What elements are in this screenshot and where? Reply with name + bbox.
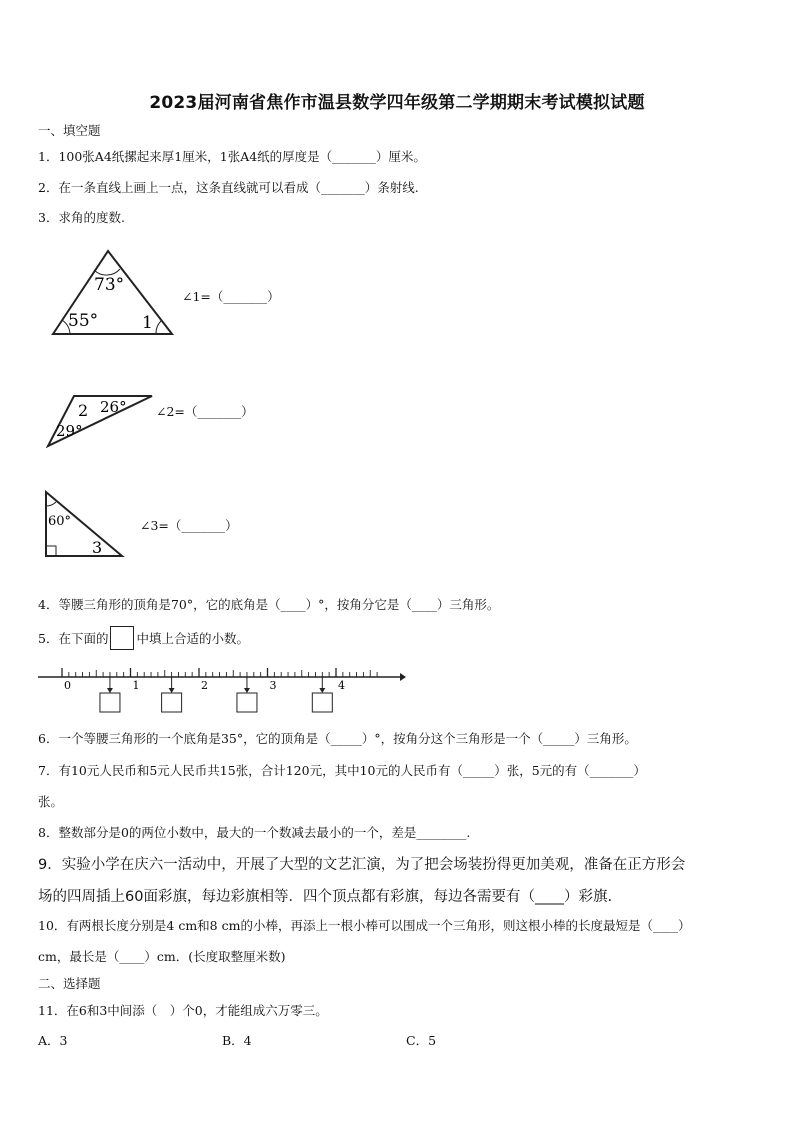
number-line-answer-box[interactable]	[237, 693, 257, 712]
number-line-labels	[64, 679, 345, 692]
answer-angle-3: ∠3=（_______）	[140, 518, 238, 533]
number-line-answer-box[interactable]	[100, 693, 120, 712]
triangle1-unknown-angle: 1	[142, 313, 153, 333]
number-line	[36, 660, 406, 716]
number-line-label: 4	[338, 679, 345, 692]
answer-angle-1: ∠1=（_______）	[182, 289, 280, 304]
number-line-arrow	[400, 673, 406, 681]
number-line-ticks	[62, 668, 377, 677]
question-9-line1: 9．实验小学在庆六一活动中，开展了大型的文艺汇演，为了把会场装扮得更加美观，准备在正方形会	[38, 857, 686, 873]
option-c[interactable]: C．5	[406, 1033, 437, 1048]
question-10-line2: cm，最长是（____）cm．(长度取整厘米数)	[38, 949, 286, 964]
triangle-figure-3	[40, 488, 128, 560]
triangle-figure-2	[44, 390, 156, 450]
number-line-answer-box[interactable]	[162, 693, 182, 712]
question-1: 1．100张A4纸摞起来厚1厘米，1张A4纸的厚度是（_______）厘米。	[38, 149, 426, 164]
triangle3-unknown-angle: 3	[92, 538, 103, 557]
question-11: 11．在6和3中间添（ ）个0，才能组成六万零三。	[38, 1003, 328, 1018]
number-line-label: 1	[132, 679, 140, 692]
question-5-prefix: 5．在下面的	[38, 631, 109, 646]
number-line-label: 2	[201, 679, 208, 692]
triangle1-top-angle: 73°	[94, 275, 125, 295]
question-8: 8．整数部分是0的两位小数中，最大的一个数减去最小的一个，差是________.	[38, 825, 471, 840]
option-a[interactable]: A．3	[38, 1033, 68, 1048]
question-10-line1: 10．有两根长度分别是4 cm和8 cm的小棒，再添上一根小棒可以围成一个三角形，则这根小棒的长度最短是（____）	[38, 918, 691, 933]
number-line-pointer-arrow	[107, 688, 113, 693]
number-line-answer-box[interactable]	[312, 693, 332, 712]
triangle2-angle-a: 26°	[100, 398, 127, 416]
question-2: 2．在一条直线上画上一点，这条直线就可以看成（_______）条射线.	[38, 180, 419, 195]
number-line-pointer-arrow	[244, 688, 250, 693]
question-4: 4．等腰三角形的顶角是70°，它的底角是（____）°，按角分它是（____）三角形。	[38, 597, 500, 612]
question-5	[38, 626, 249, 650]
question-3: 3．求角的度数.	[38, 210, 125, 225]
question-6: 6．一个等腰三角形的一个底角是35°，它的顶角是（_____）°，按角分这个三角形是一个（_____）三角形。	[38, 731, 637, 746]
number-line-pointer-arrow	[319, 688, 325, 693]
question-9-line2: 场的四周插上60面彩旗，每边彩旗相等．四个顶点都有彩旗，每边各需要有（____）彩旗.	[38, 889, 613, 905]
section-heading-choice: 二、选择题	[38, 976, 101, 991]
option-b[interactable]: B．4	[222, 1033, 252, 1048]
number-line-label: 0	[64, 679, 71, 692]
section-heading-fill: 一、填空题	[38, 123, 101, 138]
triangle-figure-1	[48, 246, 178, 338]
number-line-pointer-arrow	[169, 688, 175, 693]
answer-angle-2: ∠2=（_______）	[156, 404, 254, 419]
question-7-line1: 7．有10元人民币和5元人民币共15张，合计120元，其中10元的人民币有（_____）张，5元的有（_______）	[38, 763, 646, 778]
question-5-suffix: 中填上合适的小数。	[136, 631, 249, 646]
question-7-line2: 张。	[38, 794, 64, 809]
triangle2-unknown-angle: 2	[78, 401, 89, 420]
page-title: 2023届河南省焦作市温县数学四年级第二学期期末考试模拟试题	[149, 93, 645, 113]
inline-answer-box	[110, 626, 134, 650]
triangle2-angle-b: 29°	[56, 422, 83, 440]
triangle1-left-angle: 55°	[68, 311, 99, 331]
triangle3-angle: 60°	[48, 514, 72, 529]
number-line-label: 3	[269, 679, 277, 692]
